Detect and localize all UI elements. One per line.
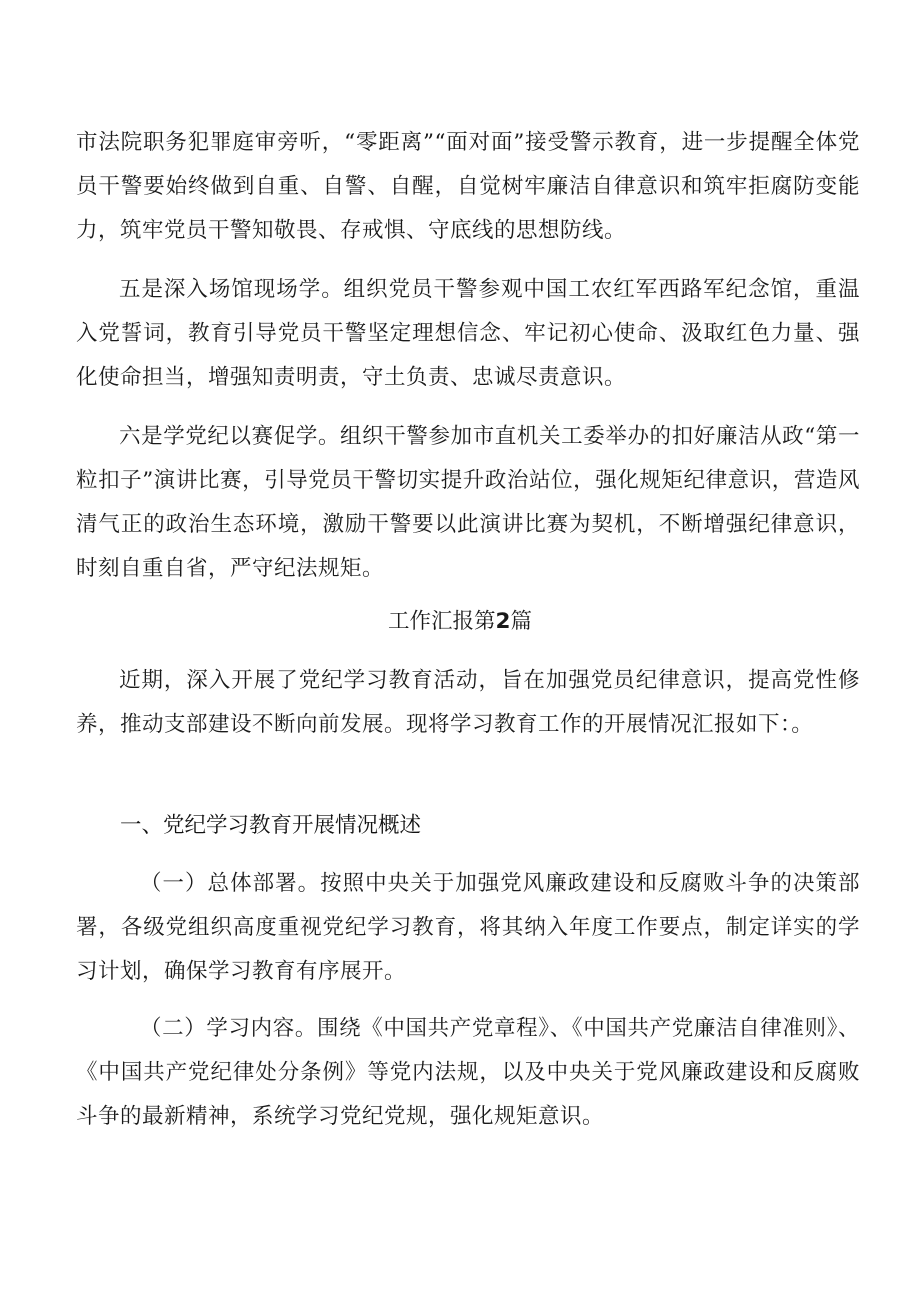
article-title [0,600,920,644]
article-title-number: 2 [495,609,511,634]
section-heading: 一、党纪学习教育开展情况概述 [120,813,422,838]
intro-paragraph: 近期，深入开展了党纪学习教育活动，旨在加强党员纪律意识，提高党性修养，推动支部建设不断向前发展。现将学习教育工作的开展情况汇报如下：。 [76,668,860,737]
article-title-prefix: 工作汇报第 [388,609,496,634]
paragraph-point-six: 六是学党纪以赛促学。组织干警参加市直机关工委举办的扣好廉洁从政“第一粒扣子”演讲比赛，引导党员干警切实提升政治站位，强化规矩纪律意识，营造风清气正的政治生态环境，激励干警要以此演讲比赛为契机，不断增强纪律意识，时刻自重自省，严守纪法规矩。 [76,424,860,581]
subsection-overall-deployment: （一）总体部署。按照中央关于加强党风廉政建设和反腐败斗争的决策部署，各级党组织高度重视党纪学习教育，将其纳入年度工作要点，制定详实的学习计划，确保学习教育有序展开。 [76,871,860,984]
article-title-suffix: 篇 [510,609,532,634]
subsection-study-content: （二）学习内容。围绕《中国共产党章程》、《中国共产党廉洁自律准则》、《中国共产党纪律处分条例》等党内法规，以及中央关于党风廉政建设和反腐败斗争的最新精神，系统学习党纪党规，强化规矩意识。 [76,1016,860,1129]
paragraph-continued: 市法院职务犯罪庭审旁听，“零距离”“面对面”接受警示教育，进一步提醒全体党员干警要始终做到自重、自警、自醒，自觉树牢廉洁自律意识和筑牢拒腐防变能力，筑牢党员干警知敬畏、存戒惧、守底线的思想防线。 [76,130,860,243]
paragraph-point-five: 五是深入场馆现场学。组织党员干警参观中国工农红军西路军纪念馆，重温入党誓词，教育引导党员干警坚定理想信念、牢记初心使命、汲取红色力量、强化使命担当，增强知责明责，守土负责、忠诚尽责意识。 [76,277,860,390]
